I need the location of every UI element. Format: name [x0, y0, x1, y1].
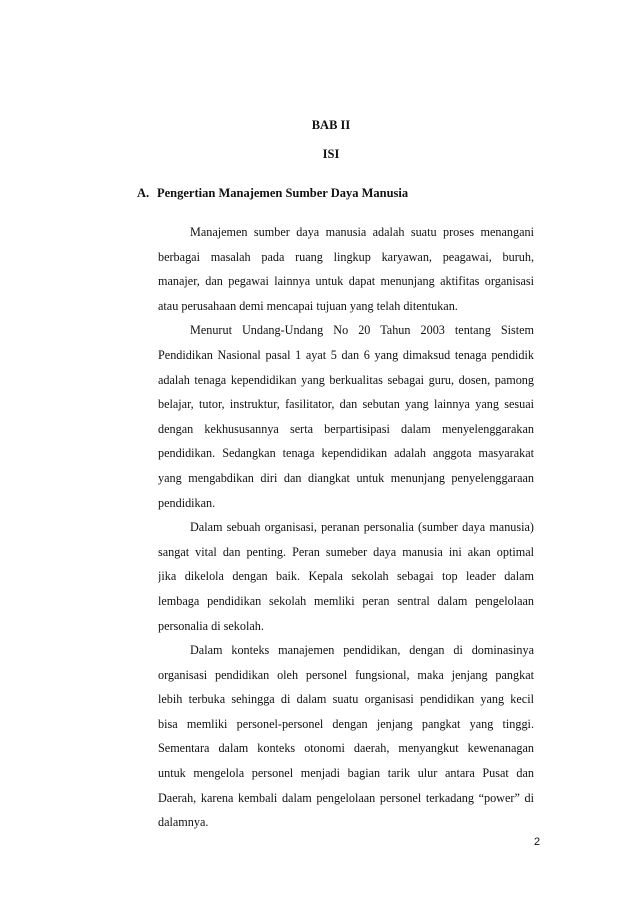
paragraph-line: Dalam konteks manajemen pendidikan, dengan di dominasinya [190, 643, 534, 658]
section-heading [137, 186, 408, 201]
paragraph-line: Manajemen sumber daya manusia adalah suatu proses menangani [190, 225, 534, 239]
paragraph-line: lebih terbuka sehingga di dalam suatu organisasi pendidikan yang kecil [158, 692, 534, 707]
paragraph-line: dengan kekhususannya serta berpartisipasi dalam menyelenggarakan [158, 421, 534, 436]
paragraph-line: sangat vital dan penting. Peran sumeber daya manusia ini akan optimal [158, 544, 534, 559]
chapter-title: ISI [322, 147, 340, 161]
paragraph [158, 323, 534, 520]
paragraph-line: manajer, dan pegawai lainnya untuk dapat menunjang aktifitas organisasi [158, 274, 534, 289]
section-number: A. [137, 186, 150, 200]
paragraph-line: bisa memliki personel-personel dengan jenjang pangkat yang tinggi. [158, 716, 534, 731]
paragraph-line: Menurut Undang-Undang No 20 Tahun 2003 tentang Sistem [190, 323, 534, 338]
paragraph-line: Pendidikan Nasional pasal 1 ayat 5 dan 6 yang dimaksud tenaga pendidik [158, 347, 534, 362]
paragraph-line: atau perusahaan demi mencapai tujuan yang telah ditentukan. [158, 298, 458, 313]
paragraph-line: pendidikan. [158, 495, 216, 510]
page-number: 2 [534, 836, 541, 848]
paragraph-line: untuk mengelola personel menjadi bagian tarik ulur antara Pusat dan [158, 766, 534, 781]
section-title: Pengertian Manajemen Sumber Daya Manusia [157, 186, 409, 200]
paragraph [158, 225, 534, 323]
paragraph-line: lembaga pendidikan sekolah memliki peran sentral dalam pengelolaan [158, 593, 534, 608]
paragraph-line: personalia di sekolah. [158, 618, 264, 633]
paragraph-line: belajar, tutor, instruktur, fasilitator, dan sebutan yang lainnya yang sesuai [158, 397, 534, 412]
paragraph-line: dalamnya. [158, 815, 209, 830]
paragraph-line: berbagai masalah pada ruang lingkup karyawan, peagawai, buruh, [158, 249, 534, 264]
paragraph-line: adalah tenaga kependidikan yang berkualitas sebagai guru, dosen, pamong [158, 372, 534, 387]
paragraph-line: organisasi pendidikan oleh personel fungsional, maka jenjang pangkat [158, 667, 534, 682]
chapter-label: BAB II [311, 118, 351, 132]
paragraph-line: pendidikan. Sedangkan tenaga kependidikan adalah anggota masyarakat [158, 446, 534, 461]
paragraph [158, 520, 534, 643]
paragraph-line: Dalam sebuah organisasi, peranan personalia (sumber daya manusia) [190, 520, 534, 535]
paragraph [158, 643, 534, 840]
document-body [158, 225, 534, 840]
paragraph-line: Daerah, karena kembali dalam pengelolaan personel terkadang “power” di [158, 790, 534, 805]
paragraph-line: Sementara dalam konteks otonomi daerah, menyangkut kewenanagan [158, 741, 534, 756]
paragraph-line: yang mengabdikan diri dan diangkat untuk menunjang penyelenggaraan [158, 470, 534, 485]
paragraph-line: jika dikelola dengan baik. Kepala sekolah sebagai top leader dalam [158, 569, 534, 584]
